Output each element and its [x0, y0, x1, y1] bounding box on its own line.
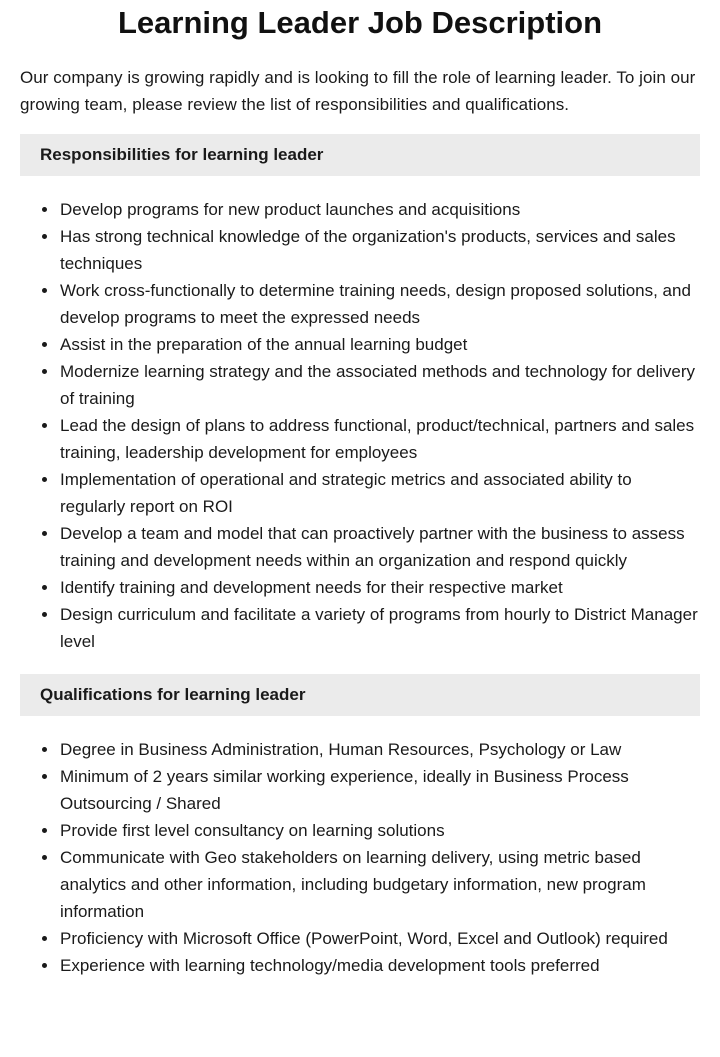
bullet-icon	[42, 963, 47, 968]
bullet-icon	[42, 612, 47, 617]
list-item-text: Identify training and development needs for their respective market	[60, 578, 563, 597]
intro-paragraph: Our company is growing rapidly and is looking to fill the role of learning leader. To join our growing team, please review the list of responsibilities and qualifications.	[20, 68, 696, 114]
bullet-icon	[42, 288, 47, 293]
list-item	[60, 952, 700, 979]
list-item	[60, 520, 700, 574]
list-item	[60, 763, 700, 817]
bullet-icon	[42, 477, 47, 482]
list-item	[60, 412, 700, 466]
list-item	[60, 817, 700, 844]
list-item	[60, 358, 700, 412]
list-item-text: Design curriculum and facilitate a variety of programs from hourly to District Manager level	[60, 605, 698, 651]
list-item	[60, 925, 700, 952]
bullet-icon	[42, 855, 47, 860]
list-item	[60, 574, 700, 601]
list-item	[60, 223, 700, 277]
list-item-text: Develop programs for new product launches and acquisitions	[60, 200, 521, 219]
list-item-text: Degree in Business Administration, Human Resources, Psychology or Law	[60, 740, 622, 759]
list-item	[60, 331, 700, 358]
list-item	[60, 844, 700, 925]
bullet-icon	[42, 747, 47, 752]
responsibilities-heading: Responsibilities for learning leader	[20, 134, 700, 176]
list-item	[60, 466, 700, 520]
list-item	[60, 196, 700, 223]
list-item	[60, 736, 700, 763]
responsibilities-list	[20, 196, 700, 655]
list-item-text: Work cross-functionally to determine training needs, design proposed solutions, and develop programs to meet the expressed needs	[60, 281, 691, 327]
list-item-text: Lead the design of plans to address functional, product/technical, partners and sales training, leadership development for employees	[60, 416, 695, 462]
bullet-icon	[42, 342, 47, 347]
bullet-icon	[42, 531, 47, 536]
list-item-text: Has strong technical knowledge of the organization's products, services and sales techniques	[60, 227, 676, 273]
page-title: Learning Leader Job Description	[117, 5, 603, 40]
list-item-text: Implementation of operational and strategic metrics and associated ability to regularly report on ROI	[60, 470, 632, 516]
bullet-icon	[42, 369, 47, 374]
list-item-text: Experience with learning technology/media development tools preferred	[60, 956, 600, 975]
bullet-icon	[42, 207, 47, 212]
list-item-text: Develop a team and model that can proactively partner with the business to assess training and development needs within an organization and respond quickly	[60, 524, 685, 570]
list-item-text: Assist in the preparation of the annual learning budget	[60, 335, 468, 354]
list-item	[60, 601, 700, 655]
list-item	[60, 277, 700, 331]
list-item-text: Modernize learning strategy and the associated methods and technology for delivery of training	[60, 362, 696, 408]
list-item-text: Communicate with Geo stakeholders on learning delivery, using metric based analytics and other information, including budgetary information, new program information	[60, 848, 646, 921]
qualifications-heading: Qualifications for learning leader	[20, 674, 700, 716]
bullet-icon	[42, 774, 47, 779]
bullet-icon	[42, 828, 47, 833]
bullet-icon	[42, 585, 47, 590]
bullet-icon	[42, 936, 47, 941]
qualifications-list	[20, 736, 700, 979]
bullet-icon	[42, 423, 47, 428]
bullet-icon	[42, 234, 47, 239]
list-item-text: Minimum of 2 years similar working experience, ideally in Business Process Outsourcing / Shared	[60, 767, 629, 813]
list-item-text: Proficiency with Microsoft Office (PowerPoint, Word, Excel and Outlook) required	[60, 929, 668, 948]
list-item-text: Provide first level consultancy on learning solutions	[60, 821, 445, 840]
